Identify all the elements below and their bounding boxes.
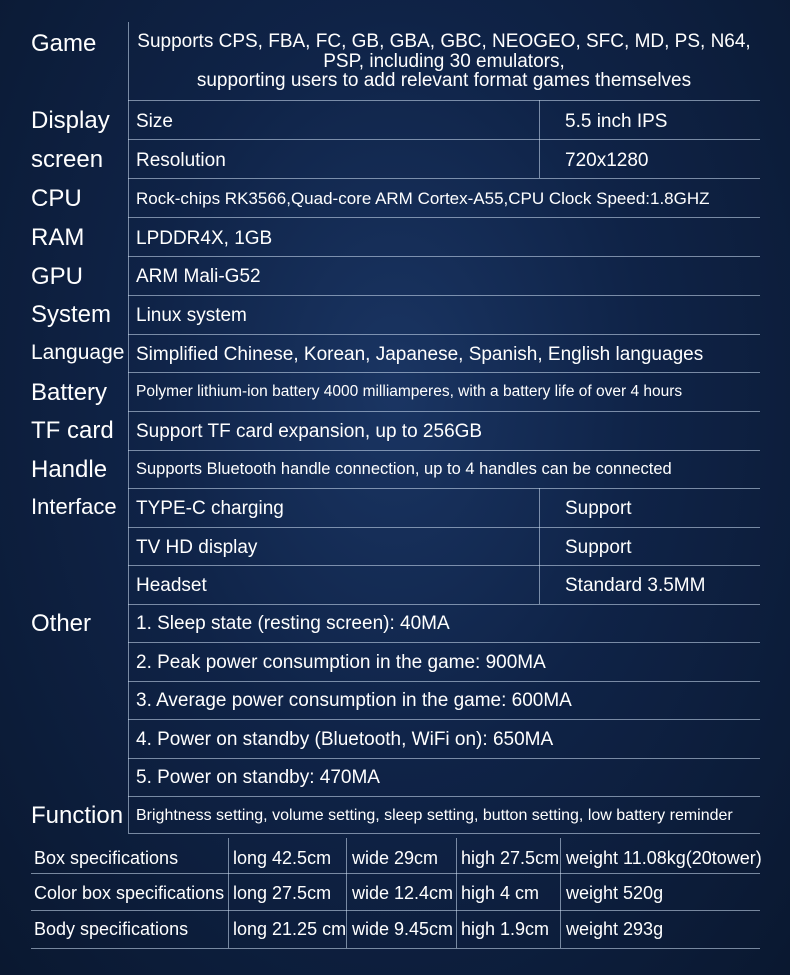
label-other: Other xyxy=(31,610,92,637)
function-value: Brightness setting, volume setting, sleep setting, button setting, low battery reminder xyxy=(136,807,733,824)
display-size-key: Size xyxy=(136,111,173,132)
cpu-value: Rock-chips RK3566,Quad-core ARM Cortex-A55,CPU Clock Speed:1.8GHZ xyxy=(136,189,710,208)
game-line-1: Supports CPS, FBA, FC, GB, GBA, GBC, NEOGEO, SFC, MD, PS, N64, xyxy=(137,31,751,52)
interface-typec-key: TYPE-C charging xyxy=(136,498,284,519)
label-screen: screen xyxy=(31,146,104,173)
label-gpu: GPU xyxy=(31,263,84,290)
dims-color-box-wide: wide 12.4cm xyxy=(352,883,454,903)
divider xyxy=(128,139,760,140)
interface-headset-value: Standard 3.5MM xyxy=(565,575,706,596)
divider xyxy=(539,488,540,604)
label-system: System xyxy=(31,301,112,328)
divider xyxy=(128,334,760,335)
dims-color-box-long: long 27.5cm xyxy=(233,883,332,903)
interface-tv-value: Support xyxy=(565,537,632,558)
divider xyxy=(31,910,760,911)
other-item: 4. Power on standby (Bluetooth, WiFi on): 650MA xyxy=(136,729,554,750)
divider xyxy=(456,838,457,948)
interface-typec-value: Support xyxy=(565,498,632,519)
label-game: Game xyxy=(31,30,97,57)
display-resolution-key: Resolution xyxy=(136,150,226,171)
label-handle: Handle xyxy=(31,456,108,483)
divider xyxy=(128,488,760,489)
divider xyxy=(128,719,760,720)
divider xyxy=(128,450,760,451)
divider xyxy=(31,948,760,949)
divider xyxy=(128,565,760,566)
divider xyxy=(346,838,347,948)
display-resolution-value: 720x1280 xyxy=(565,150,649,171)
interface-tv-key: TV HD display xyxy=(136,537,258,558)
label-tf-card: TF card xyxy=(31,417,114,444)
dims-color-box-weight: weight 520g xyxy=(566,883,664,903)
interface-headset-key: Headset xyxy=(136,575,207,596)
divider xyxy=(128,217,760,218)
handle-value: Supports Bluetooth handle connection, up to 4 handles can be connected xyxy=(136,460,672,478)
divider xyxy=(228,838,229,948)
display-size-value: 5.5 inch IPS xyxy=(565,111,668,132)
battery-value: Polymer lithium-ion battery 4000 milliamperes, with a battery life of over 4 hours xyxy=(136,383,683,400)
divider xyxy=(128,100,760,101)
label-interface: Interface xyxy=(31,494,117,519)
dims-color-box-name: Color box specifications xyxy=(34,883,225,903)
divider xyxy=(128,681,760,682)
divider xyxy=(128,642,760,643)
dims-body-long: long 21.25 cm xyxy=(233,919,347,939)
dims-body-weight: weight 293g xyxy=(566,919,664,939)
dims-body-name: Body specifications xyxy=(34,919,189,939)
dims-box-long: long 42.5cm xyxy=(233,848,332,868)
dims-body-wide: wide 9.45cm xyxy=(352,919,454,939)
other-item: 1. Sleep state (resting screen): 40MA xyxy=(136,613,450,634)
divider xyxy=(128,411,760,412)
divider xyxy=(128,758,760,759)
label-language: Language xyxy=(31,341,125,364)
ram-value: LPDDR4X, 1GB xyxy=(136,228,273,249)
tf-card-value: Support TF card expansion, up to 256GB xyxy=(136,421,483,442)
dims-box-name: Box specifications xyxy=(34,848,179,868)
other-item: 3. Average power consumption in the game: 600MA xyxy=(136,690,572,711)
dims-body-high: high 1.9cm xyxy=(461,919,550,939)
label-battery: Battery xyxy=(31,379,108,406)
dims-box-weight: weight 11.08kg(20tower) xyxy=(566,848,762,868)
label-ram: RAM xyxy=(31,224,85,251)
divider xyxy=(539,100,540,178)
divider xyxy=(128,833,760,834)
dims-box-wide: wide 29cm xyxy=(352,848,439,868)
other-item: 2. Peak power consumption in the game: 900MA xyxy=(136,652,546,673)
divider xyxy=(128,796,760,797)
label-cpu: CPU xyxy=(31,185,82,212)
divider xyxy=(128,22,129,833)
game-line-3: supporting users to add relevant format games themselves xyxy=(196,70,692,91)
dims-color-box-high: high 4 cm xyxy=(461,883,540,903)
divider xyxy=(128,372,760,373)
divider xyxy=(560,838,561,948)
game-line-2: PSP, including 30 emulators, xyxy=(323,51,565,72)
divider xyxy=(128,256,760,257)
dims-box-high: high 27.5cm xyxy=(461,848,560,868)
label-display: Display xyxy=(31,107,110,134)
gpu-value: ARM Mali-G52 xyxy=(136,266,261,287)
divider xyxy=(128,178,760,179)
divider xyxy=(128,527,760,528)
language-value: Simplified Chinese, Korean, Japanese, Spanish, English languages xyxy=(136,344,704,365)
system-value: Linux system xyxy=(136,305,247,326)
divider xyxy=(128,295,760,296)
divider xyxy=(31,873,760,874)
divider xyxy=(128,604,760,605)
other-item: 5. Power on standby: 470MA xyxy=(136,767,380,788)
label-function: Function xyxy=(31,802,124,829)
